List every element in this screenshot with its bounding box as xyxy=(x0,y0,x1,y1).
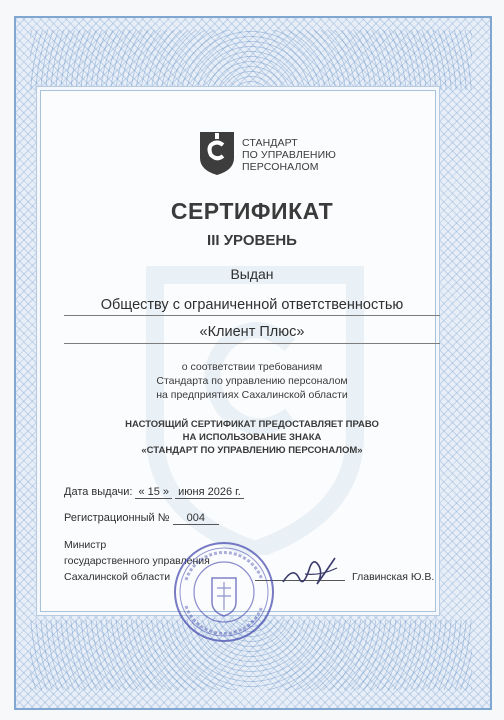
organization-line-1: Обществу с ограниченной ответственностью xyxy=(64,297,440,316)
conformity-line-3: на предприятиях Сахалинской области xyxy=(156,389,348,401)
rights-line-1: НАСТОЯЩИЙ СЕРТИФИКАТ ПРЕДОСТАВЛЯЕТ ПРАВО xyxy=(125,419,379,430)
conformity-line-2: Стандарта по управлению персоналом xyxy=(156,375,348,387)
logo-line-2: ПО УПРАВЛЕНИЮ xyxy=(242,149,336,161)
organization-line-2: «Клиент Плюс» xyxy=(64,324,440,344)
handwritten-signature-icon xyxy=(275,548,345,593)
minister-line-2: государственного управления xyxy=(64,555,210,567)
issue-date-row xyxy=(64,486,244,498)
minister-line-3: Сахалинской области xyxy=(64,571,171,583)
conformity-text xyxy=(0,360,504,402)
logo-line-3: ПЕРСОНАЛОМ xyxy=(242,161,319,173)
logo-text xyxy=(242,137,382,173)
logo-line-1: СТАНДАРТ xyxy=(242,137,298,149)
registration-label: Регистрационный № xyxy=(64,512,170,524)
shield-c-icon xyxy=(198,130,236,176)
conformity-line-1: о соответствии требованиям xyxy=(181,361,323,373)
rights-line-2: НА ИСПОЛЬЗОВАНИЕ ЗНАКА xyxy=(182,432,322,443)
certificate-title: СЕРТИФИКАТ xyxy=(170,198,334,224)
registration-row xyxy=(64,512,219,524)
rights-line-3: «СТАНДАРТ ПО УПРАВЛЕНИЮ ПЕРСОНАЛОМ» xyxy=(141,445,363,456)
registration-number: 004 xyxy=(173,512,219,525)
certificate-level: III УРОВЕНЬ xyxy=(207,232,297,249)
issue-date-month-year: июня 2026 г. xyxy=(175,486,244,499)
issue-date-day: « 15 » xyxy=(135,486,172,499)
official-stamp-icon xyxy=(172,540,276,644)
rights-text xyxy=(0,418,504,457)
issued-label: Выдан xyxy=(230,266,274,282)
minister-line-1: Министр xyxy=(64,539,107,551)
issue-date-label: Дата выдачи: xyxy=(64,486,133,498)
signer-name: Главинская Ю.В. xyxy=(352,571,435,583)
